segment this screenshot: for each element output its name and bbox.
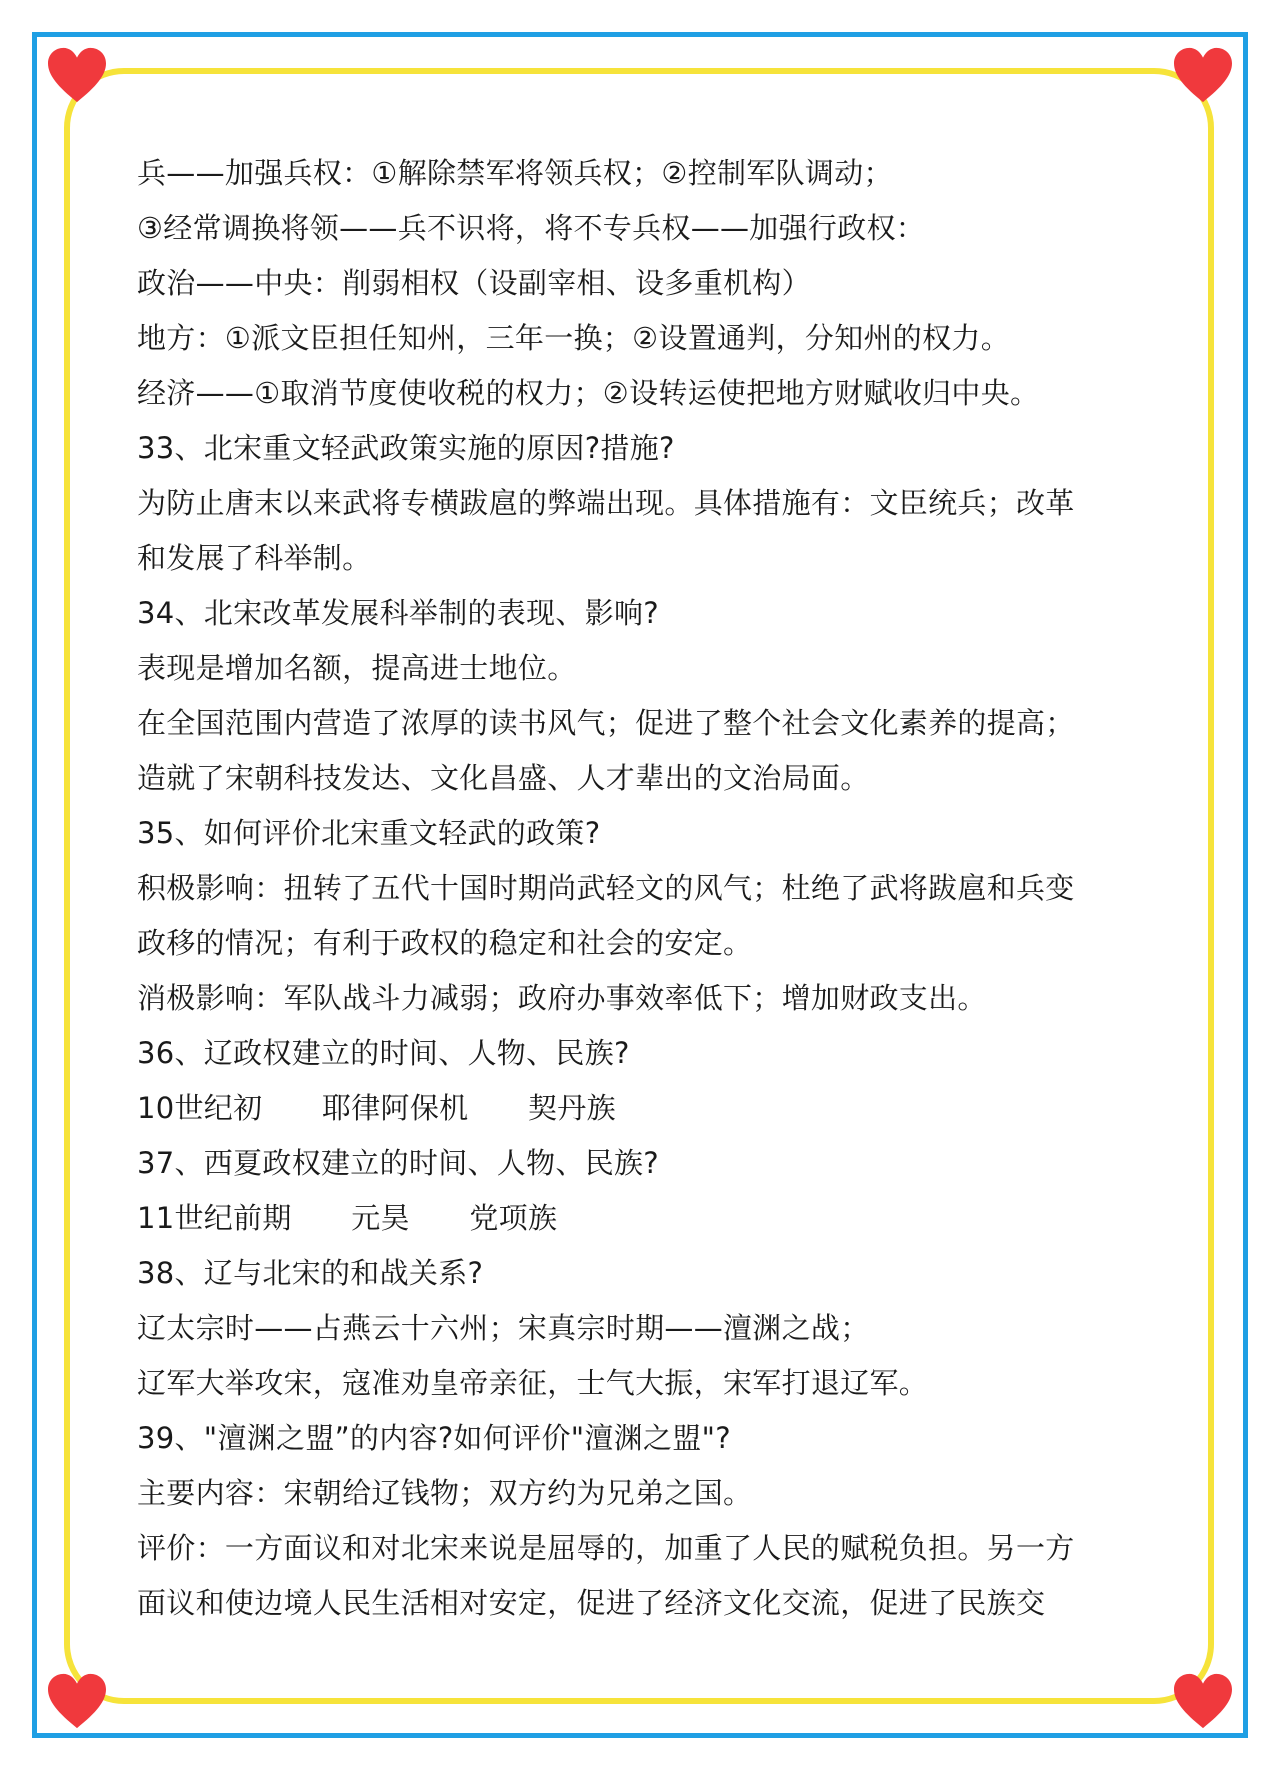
text-line: 消极影响：军队战斗力减弱；政府办事效率低下；增加财政支出。 (137, 981, 987, 1015)
text-line: 在全国范围内营造了浓厚的读书风气；促进了整个社会文化素养的提高； (137, 706, 1075, 740)
text-line: 积极影响：扭转了五代十国时期尚武轻文的风气；杜绝了武将跋扈和兵变 (137, 871, 1075, 905)
xixia-info-row (137, 1191, 1157, 1246)
text-line: 主要内容：宋朝给辽钱物；双方约为兄弟之国。 (137, 1476, 753, 1510)
heart-icon-bottom-right (1172, 1672, 1234, 1730)
question-35: 35、如何评价北宋重文轻武的政策? (137, 816, 601, 850)
text-line: 表现是增加名额，提高进士地位。 (137, 651, 577, 685)
text-line: 评价：一方面议和对北宋来说是屈辱的，加重了人民的赋税负担。另一方 (137, 1531, 1075, 1565)
question-36: 36、辽政权建立的时间、人物、民族? (137, 1036, 630, 1070)
text-line: 和发展了科举制。 (137, 541, 372, 575)
text-line: 政移的情况；有利于政权的稳定和社会的安定。 (137, 926, 753, 960)
heart-icon-bottom-left (46, 1672, 108, 1730)
heart-icon-top-left (46, 46, 108, 104)
xixia-time: 11世纪前期 (137, 1201, 292, 1235)
question-39: 39、"澶渊之盟”的内容?如何评价"澶渊之盟"? (137, 1421, 731, 1455)
text-line: 为防止唐末以来武将专横跋扈的弊端出现。具体措施有：文臣统兵；改革 (137, 486, 1075, 520)
liao-time: 10世纪初 (137, 1091, 263, 1125)
text-line: 经济——①取消节度使收税的权力；②设转运使把地方财赋收归中央。 (137, 376, 1040, 410)
question-37: 37、西夏政权建立的时间、人物、民族? (137, 1146, 659, 1180)
text-line: 地方：①派文臣担任知州，三年一换；②设置通判，分知州的权力。 (137, 321, 1010, 355)
text-line: ③经常调换将领——兵不识将，将不专兵权——加强行政权： (137, 211, 926, 245)
document-content (137, 146, 1157, 1631)
heart-icon-top-right (1172, 46, 1234, 104)
text-line: 兵——加强兵权：①解除禁军将领兵权；②控制军队调动； (137, 156, 893, 190)
text-line: 政治——中央：削弱相权（设副宰相、设多重机构） (137, 266, 811, 300)
text-line: 辽太宗时——占燕云十六州；宋真宗时期——澶渊之战； (137, 1311, 870, 1345)
liao-info-row (137, 1081, 1157, 1136)
xixia-ethnic: 党项族 (469, 1201, 558, 1235)
question-33: 33、北宋重文轻武政策实施的原因?措施? (137, 431, 675, 465)
text-line: 面议和使边境人民生活相对安定，促进了经济文化交流，促进了民族交 (137, 1586, 1046, 1620)
text-line: 造就了宋朝科技发达、文化昌盛、人才辈出的文治局面。 (137, 761, 870, 795)
liao-ethnic: 契丹族 (527, 1091, 616, 1125)
liao-person: 耶律阿保机 (321, 1091, 469, 1125)
question-38: 38、辽与北宋的和战关系? (137, 1256, 484, 1290)
xixia-person: 元昊 (351, 1201, 410, 1235)
text-line: 辽军大举攻宋，寇准劝皇帝亲征，士气大振，宋军打退辽军。 (137, 1366, 929, 1400)
question-34: 34、北宋改革发展科举制的表现、影响? (137, 596, 659, 630)
